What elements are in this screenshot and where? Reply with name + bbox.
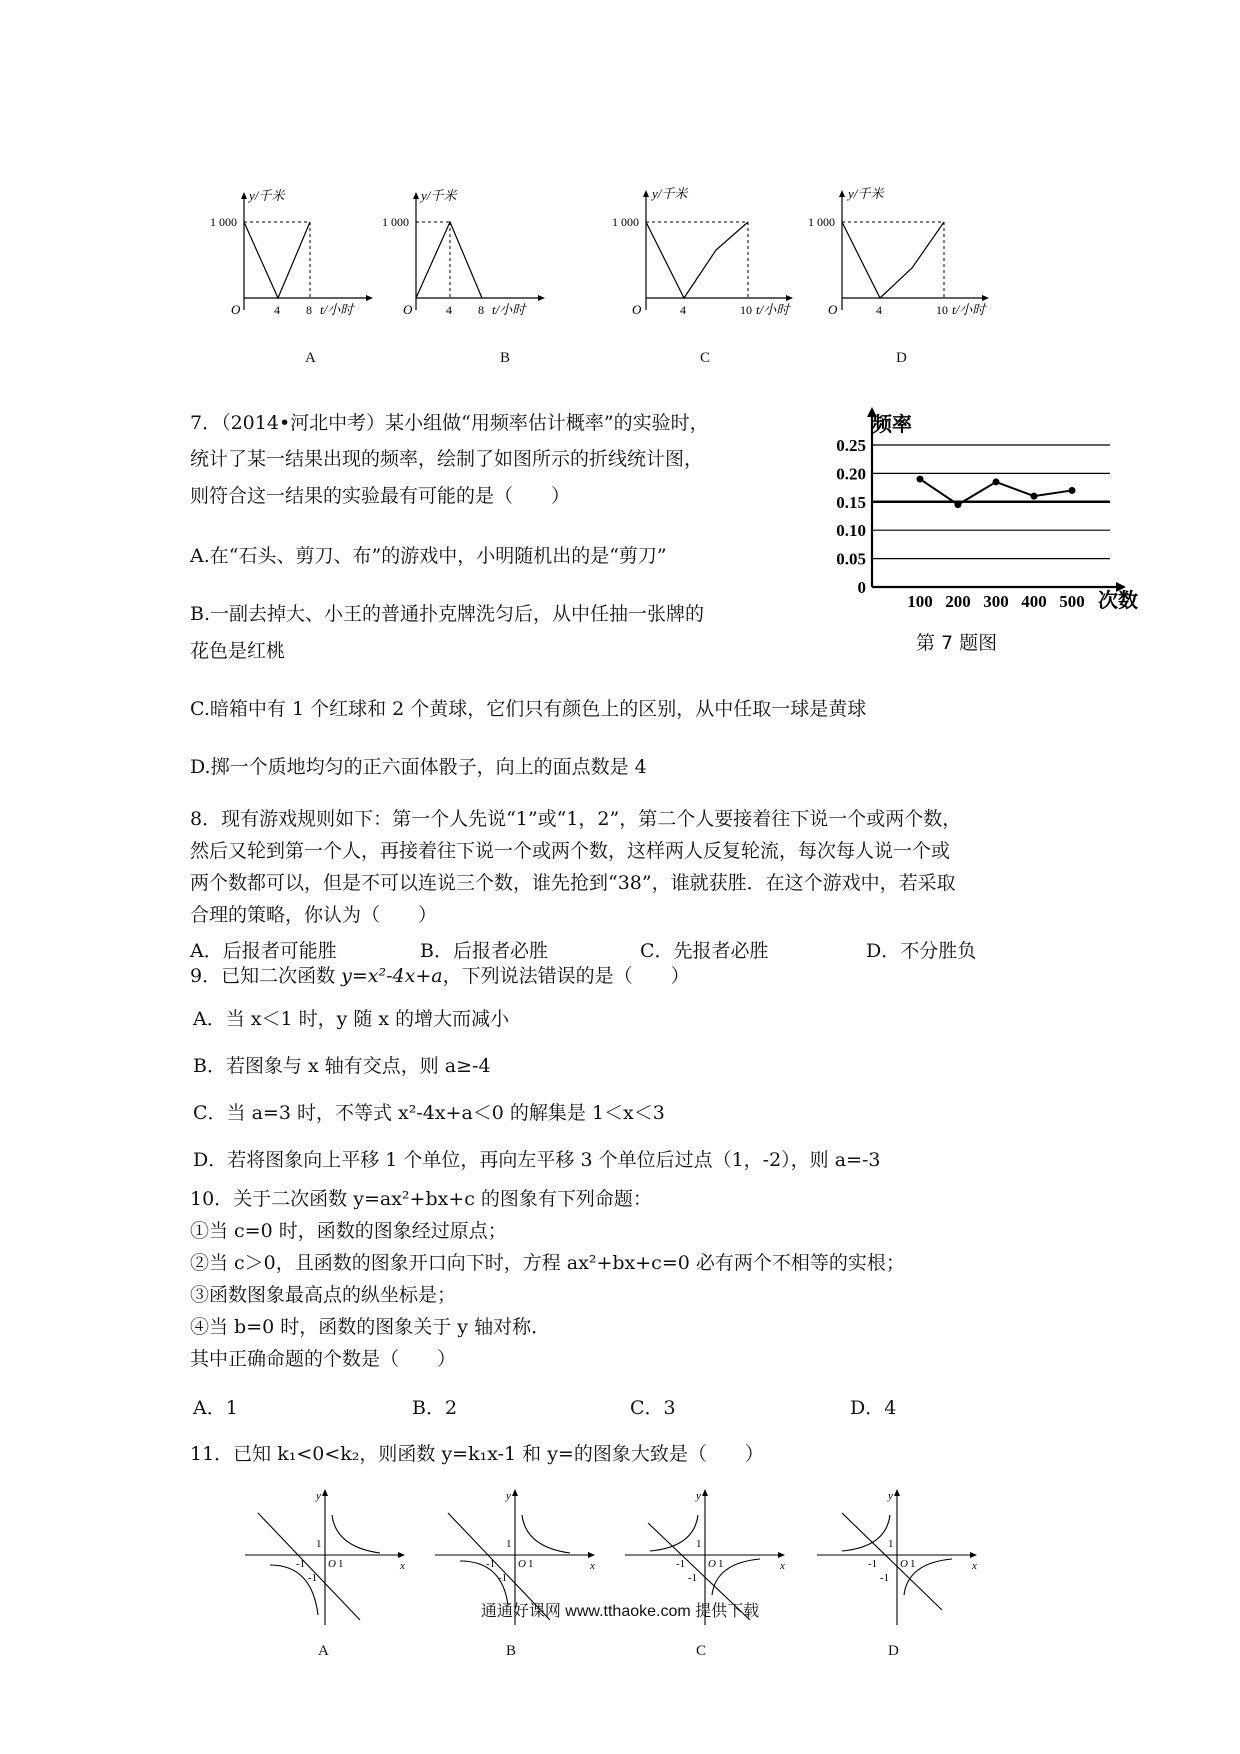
- neg-one-label: -1: [676, 1558, 686, 1570]
- graph-y-tick: 1 000: [382, 215, 409, 229]
- chart-grid: [872, 445, 1110, 559]
- chart-series: [917, 476, 1076, 509]
- q10-option-c: C．3: [630, 1397, 676, 1419]
- chart-ylabel: 频率: [872, 414, 912, 436]
- q9-function: y=x²-4x+a: [341, 965, 443, 987]
- neg-one-label: -1: [486, 1558, 496, 1570]
- q11-label-d: D: [888, 1643, 899, 1659]
- axis-x-label: x: [780, 1560, 785, 1572]
- q7-stem-line-2: 统计了某一结果出现的频率，绘制了如图所示的折线统计图，: [190, 448, 704, 470]
- graph-y-tick: 1 000: [808, 215, 835, 229]
- chart-xlabel: 次数: [1098, 590, 1138, 612]
- neg-one-label: -1: [880, 1572, 890, 1584]
- q8-stem-line-1: 8．现有游戏规则如下：第一个人先说“1”或“1，2”，第二个人要接着往下说一个或两个数，: [190, 808, 962, 830]
- neg-one-label: -1: [868, 1558, 878, 1570]
- graph-ylabel: y/千米: [652, 186, 688, 201]
- graph-xlabel: t/小时: [320, 302, 354, 317]
- q8-stem-line-4: 合理的策略，你认为（ ）: [190, 904, 438, 926]
- one-label: 1: [718, 1558, 724, 1570]
- q9-stem: [190, 965, 690, 988]
- axis-x-label: x: [972, 1560, 977, 1572]
- q6-graph-d: [808, 186, 1006, 328]
- origin-label: O: [708, 1558, 716, 1570]
- chart-x-tick-label: 100: [907, 592, 933, 611]
- neg-one-label: -1: [308, 1572, 318, 1584]
- q10-proposition-1: ①当 c=0 时，函数的图象经过原点；: [190, 1220, 507, 1242]
- origin-label: O: [518, 1558, 526, 1570]
- q8-stem-line-2: 然后又轮到第一个人，再接着往下说一个或两个数，这样两人反复轮流，每次每人说一个或: [190, 840, 951, 862]
- q8-option-c: C．先报者必胜: [640, 940, 769, 962]
- chart-axes: [836, 407, 1126, 611]
- q9-stem-pre: 9．已知二次函数: [190, 965, 342, 987]
- q8-stem-line-3: 两个数都可以，但是不可以连说三个数，谁先抢到“38”，谁就获胜．在这个游戏中，若采取: [190, 872, 956, 894]
- q6-graph-c: [612, 186, 810, 328]
- origin-label: O: [900, 1558, 908, 1570]
- one-label: 1: [506, 1538, 512, 1550]
- q10-option-a: A．1: [193, 1397, 238, 1419]
- origin-label: O: [328, 1558, 336, 1570]
- graph-ylabel: y/千米: [249, 188, 285, 203]
- q7-stem-line-1: 7．（2014•河北中考）某小组做“用频率估计概率”的实验时，: [190, 412, 709, 434]
- one-label: 1: [338, 1558, 344, 1570]
- chart-y-tick-label: 0.25: [836, 436, 866, 455]
- q6-label-c: C: [700, 350, 711, 366]
- axis-y-label: y: [316, 1490, 321, 1502]
- q11-label-b: B: [506, 1643, 517, 1659]
- q10-option-d: D．4: [850, 1397, 897, 1419]
- q9-option-b: B．若图象与 x 轴有交点，则 a≥-4: [193, 1055, 491, 1077]
- one-label: 1: [696, 1538, 702, 1550]
- neg-one-label: -1: [688, 1572, 698, 1584]
- q9-option-d: D．若将图象向上平移 1 个单位，再向左平移 3 个单位后过点（1，-2），则 a=-3: [193, 1149, 881, 1171]
- graph-xlabel: t/小时: [756, 302, 790, 317]
- graph-y-tick: 1 000: [210, 215, 237, 229]
- axis-y-label: y: [888, 1490, 893, 1502]
- q7-option-a: A.在“石头、剪刀、布”的游戏中，小明随机出的是“剪刀”: [190, 545, 667, 567]
- q8-option-a: A．后报者可能胜: [190, 940, 337, 962]
- q6-label-d: D: [896, 350, 907, 366]
- q10-proposition-4: ④当 b=0 时，函数的图象关于 y 轴对称．: [190, 1316, 551, 1338]
- graph-x-tick: 8: [478, 303, 484, 317]
- q6-graph-a: [210, 188, 388, 330]
- one-label: 1: [910, 1558, 916, 1570]
- one-label: 1: [528, 1558, 534, 1570]
- q10-proposition-3: ③函数图象最高点的纵坐标是；: [190, 1284, 457, 1306]
- graph-xlabel: t/小时: [952, 302, 986, 317]
- q7-option-b-line-2: 花色是红桃: [190, 640, 286, 662]
- q7-stem-line-3: 则符合这一结果的实验最有可能的是（ ）: [190, 485, 571, 507]
- q11-label-a: A: [318, 1643, 329, 1659]
- graph-x-tick: 10: [936, 303, 948, 317]
- q8-option-b: B．后报者必胜: [420, 940, 548, 962]
- q11-label-c: C: [696, 1643, 707, 1659]
- q10-proposition-2: ②当 c＞0，且函数的图象开口向下时，方程 ax²+bx+c=0 必有两个不相等的实根；: [190, 1252, 905, 1274]
- q9-option-c: C．当 a=3 时，不等式 x²-4x+a＜0 的解集是 1＜x＜3: [193, 1102, 665, 1124]
- axis-x-label: x: [400, 1560, 405, 1572]
- chart-x-tick-label: 500: [1059, 592, 1085, 611]
- graph-x-tick: 8: [306, 303, 312, 317]
- graph-x-tick: 10: [740, 303, 752, 317]
- q7-option-d: D.掷一个质地均匀的正六面体骰子，向上的面点数是 4: [190, 756, 647, 778]
- chart-data-point: [955, 501, 962, 508]
- q7-option-c: C.暗箱中有 1 个红球和 2 个黄球，它们只有颜色上的区别，从中任取一球是黄球: [190, 698, 867, 720]
- q7-figure-caption: 第 7 题图: [916, 632, 998, 654]
- neg-one-label: -1: [498, 1572, 508, 1584]
- q9-stem-post: ，下列说法错误的是（ ）: [442, 965, 690, 987]
- chart-x-tick-label: 200: [945, 592, 971, 611]
- q7-option-b-line-1: B.一副去掉大、小王的普通扑克牌洗匀后，从中任抽一张牌的: [190, 603, 705, 625]
- q11-stem: 11．已知 k₁<0<k₂，则函数 y=k₁x-1 和 y=的图象大致是（ ）: [190, 1443, 764, 1465]
- graph-x-tick: 4: [446, 303, 452, 317]
- axis-y-label: y: [506, 1490, 511, 1502]
- q7-frequency-chart: [810, 405, 1140, 615]
- one-label: 1: [888, 1538, 894, 1550]
- graph-ylabel: y/千米: [421, 188, 457, 203]
- neg-one-label: -1: [296, 1558, 306, 1570]
- chart-y-tick-label: 0.10: [836, 521, 866, 541]
- one-label: 1: [316, 1538, 322, 1550]
- graph-y-tick: 1 000: [612, 215, 639, 229]
- q9-option-a: A．当 x＜1 时，y 随 x 的增大而减小: [193, 1008, 510, 1030]
- chart-x-tick-label: 400: [1021, 592, 1047, 611]
- graph-origin: O: [632, 302, 642, 317]
- graph-x-tick: 4: [680, 303, 686, 317]
- graph-ylabel: y/千米: [848, 186, 884, 201]
- chart-data-point: [1069, 487, 1076, 494]
- q10-option-b: B．2: [412, 1397, 458, 1419]
- q6-label-b: B: [500, 350, 511, 366]
- graph-x-tick: 4: [876, 303, 882, 317]
- axis-x-label: x: [590, 1560, 595, 1572]
- chart-y-tick-label: 0.15: [836, 492, 866, 512]
- q8-option-d: D．不分胜负: [866, 940, 977, 962]
- graph-origin: O: [403, 302, 413, 317]
- chart-y-tick-label: 0: [857, 578, 866, 597]
- chart-data-point: [993, 478, 1000, 485]
- q10-stem: 10．关于二次函数 y=ax²+bx+c 的图象有下列命题：: [190, 1188, 652, 1210]
- page-footer: 通通好课网 www.tthaoke.com 提供下载: [480, 1603, 760, 1620]
- graph-origin: O: [828, 302, 838, 317]
- graph-x-tick: 4: [274, 303, 280, 317]
- q10-question: 其中正确命题的个数是（ ）: [190, 1348, 457, 1370]
- axis-y-label: y: [696, 1490, 701, 1502]
- q6-label-a: A: [305, 350, 316, 366]
- chart-data-point: [917, 476, 924, 483]
- graph-xlabel: t/小时: [492, 302, 526, 317]
- chart-data-point: [1031, 493, 1038, 500]
- chart-y-tick-label: 0.20: [836, 464, 866, 484]
- chart-y-tick-label: 0.05: [836, 549, 866, 569]
- chart-x-tick-label: 300: [983, 592, 1009, 611]
- graph-origin: O: [231, 302, 241, 317]
- q6-graph-b: [382, 188, 560, 330]
